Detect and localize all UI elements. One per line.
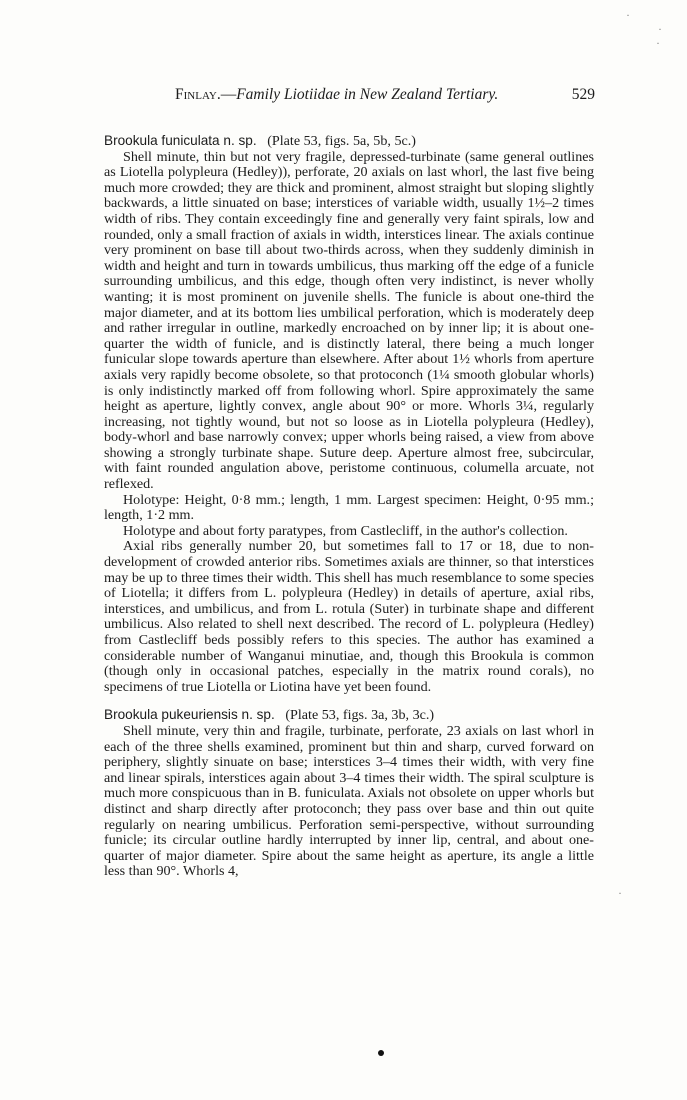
article-title: Family Liotiidae in New Zealand Tertiary. [236,86,499,103]
title-separator: — [220,86,237,103]
species-heading [104,707,594,724]
type-locality-paragraph: Holotype and about forty paratypes, from Castlecliff, in the author's collection. [123,522,568,539]
remarks-paragraph: Axial ribs generally number 20, but sometimes fall to 17 or 18, due to non-development of crowded anterior ribs. Sometimes axials are thinner, so that interstices may be up to three times their width. This shell has much resemblance to some species of Liotella; it differs from L. polypleura (Hedley) in details of aperture, axial ribs, interstices, and umbilicus, and from L. rotula (Suter) in turbinate shape and different umbilicus. Also related to shell next described. The record of L. polypleura (Hedley) from Castlecliff beds possibly refers to this species. The author has examined a considerable number of Wanganui minutiae, and, though this Brookula is common (though only in occasional patches, especially in the matrix round corals), no specimens of true Liotella or Liotina have yet been found. [104,538,594,695]
running-title [175,86,498,104]
measurements-paragraph: Holotype: Height, 0·8 mm.; length, 1 mm. Largest specimen: Height, 0·95 mm.; length, 1·2 mm. [104,491,594,524]
species-name: Brookula pukeuriensis n. sp. [104,707,275,723]
margin-mark: · [626,8,630,22]
description-paragraph: Shell minute, thin but not very fragile, depressed-turbinate (same general outlines as Liotella polypleura (Hedley)), perforate, 20 axials on last whorl, the last five being much more crowded; they are thick and prominent, almost straight but sloping slightly backwards, a little sinuated on base; interstices of variable width, usually 1½–2 times width of ribs. They contain exceedingly fine and generally very faint spirals, low and rounded, only a small fraction of axials in width, interstices linear. The axials continue very prominent on base till about two-thirds across, when they suddenly diminish in width and height and turn in towards umbilicus, thus marking off the edge of a funicle surrounding umbilicus, and this edge, though often very indistinct, is never wholly wanting; it is most prominent on juvenile shells. The funicle is about one-third the major diameter, and at its bottom lies umbilical perforation, which is moderately deep and rather irregular in outline, markedly encroached on by inner lip; it is about one-quarter the width of funicle, and is distinctly lateral, there being a much longer funicular slope towards aperture than elsewhere. After about 1½ whorls from aperture axials very rapidly become obsolete, so that protoconch (1¼ smooth globular whorls) is only indistinctly marked off from following whorl. Spire approximately the same height as aperture, lightly convex, angle about 90° or more. Whorls 3¼, regularly increasing, not tightly wound, but not so loose as in Liotella polypleura (Hedley), body-whorl and base narrowly convex; upper whorls being raised, a view from above showing a strongly turbinate shape. Suture deep. Aperture almost free, subcircular, with faint rounded angulation above, peristome continuous, columella arcuate, not reflexed. [104,148,594,493]
margin-mark: · [658,22,662,36]
article-body [104,133,594,880]
section-gap [104,695,594,707]
species-name: Brookula funiculata n. sp. [104,133,257,148]
description-paragraph: Shell minute, very thin and fragile, turbinate, perforate, 23 axials on last whorl in each of the three shells examined, prominent but thin and sharp, curved forward on periphery, slightly sinuate on base; interstices 3–4 times their width, with very fine and linear spirals, interstices again about 3–4 times their width. The spiral sculpture is much more conspicuous than in B. funiculata. Axials not obsolete on upper whorls but distinct and sharp directly after protoconch; they pass over base and thin out quite regularly on nearing umbilicus. Perforation semi-perspective, without surrounding funicle; its circular outline hardly interrupted by inner lip, central, and about one-quarter of major diameter. Spire about the same height as aperture, its angle a little less than 90°. Whorls 4, [104,722,594,880]
margin-mark: · [656,36,660,50]
margin-mark: · [618,886,622,900]
page-number: 529 [571,86,595,103]
plate-reference: (Plate 53, figs. 3a, 3b, 3c.) [285,707,435,724]
author-name: Finlay. [175,86,221,103]
species-heading [104,133,594,150]
ink-dot [378,1050,384,1056]
plate-reference: (Plate 53, figs. 5a, 5b, 5c.) [267,133,416,149]
running-header [175,86,595,106]
